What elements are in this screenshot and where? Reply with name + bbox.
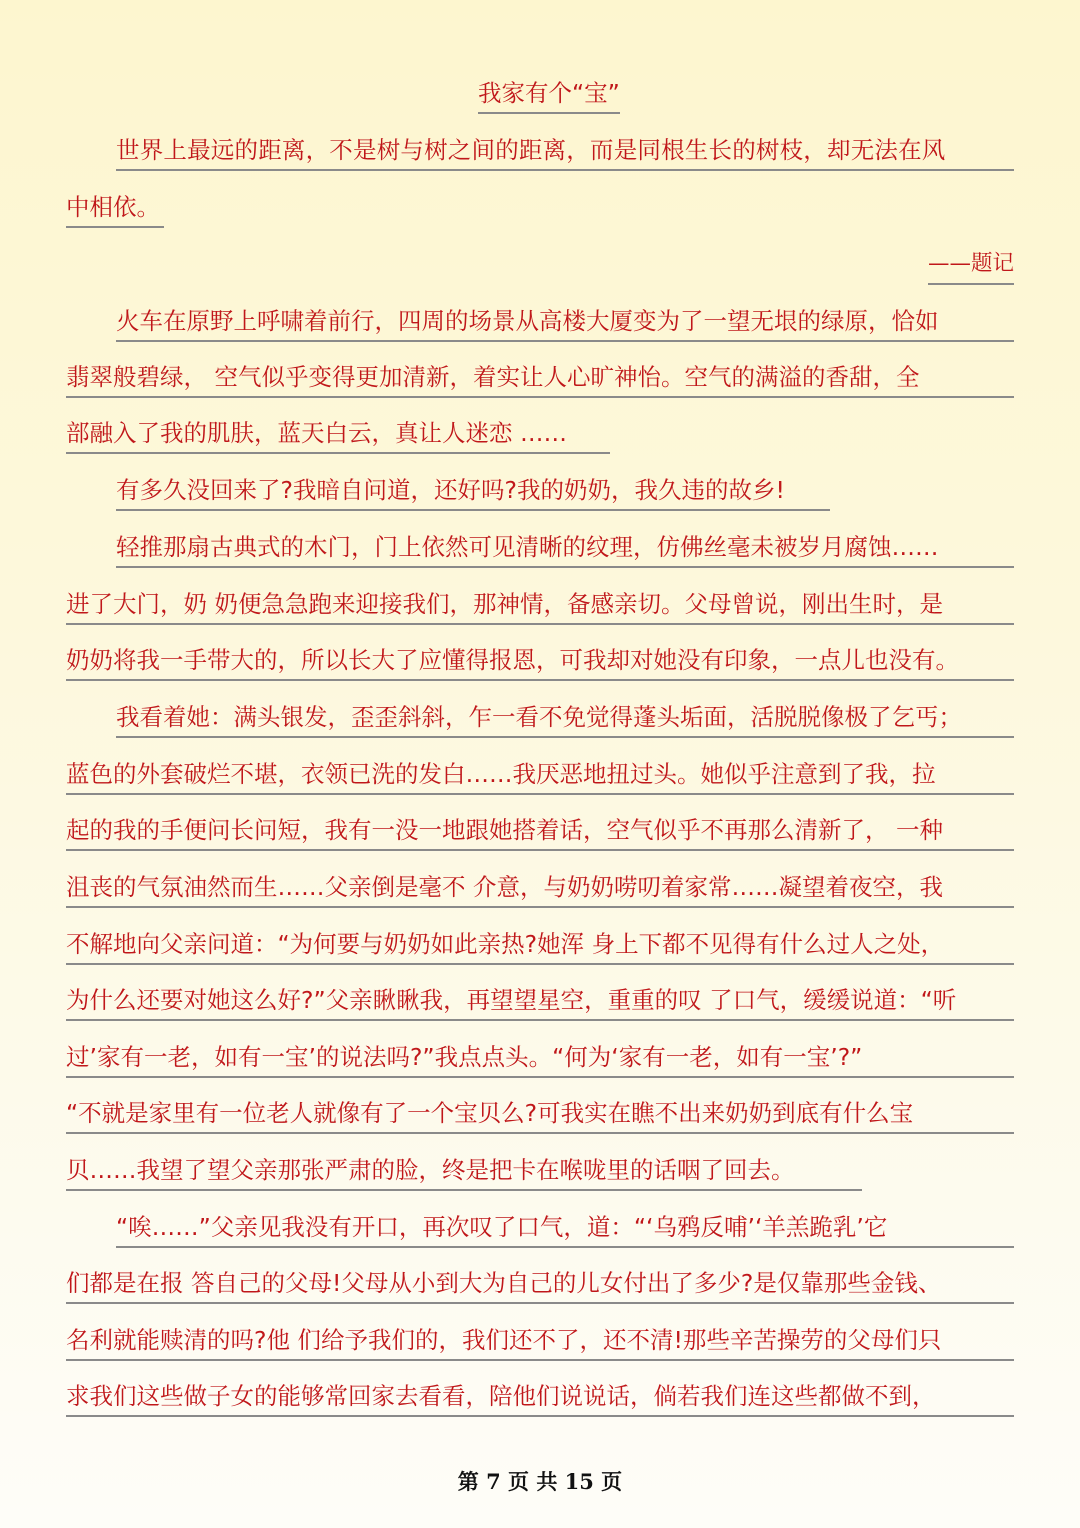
text-line: 中相依。 <box>66 192 164 228</box>
text-line: 奶奶将我一手带大的，所以长大了应懂得报恩，可我却对她没有印象，一点儿也没有。 <box>66 645 1014 681</box>
text-line: 翡翠般碧绿， 空气似乎变得更加清新，着实让人心旷神怡。空气的满溢的香甜，全 <box>66 362 1014 398</box>
text-line: “唉……”父亲见我没有开口，再次叹了口气，道：“‘乌鸦反哺’‘羊羔跪乳’它 <box>116 1212 1014 1248</box>
text-line: 求我们这些做子女的能够常回家去看看，陪他们说说话，倘若我们连这些都做不到， <box>66 1381 1014 1417</box>
text-line: 起的我的手便问长问短，我有一没一地跟她搭着话，空气似乎不再那么清新了， 一种 <box>66 815 1014 851</box>
text-line: “不就是家里有一位老人就像有了一个宝贝么?可我实在瞧不出来奶奶到底有什么宝 <box>66 1098 1014 1134</box>
text-line: 沮丧的气氛油然而生……父亲倒是毫不 介意，与奶奶唠叨着家常……凝望着夜空，我 <box>66 872 1014 908</box>
text-line: 火车在原野上呼啸着前行，四周的场景从高楼大厦变为了一望无垠的绿原，恰如 <box>116 306 1014 342</box>
text-line: 世界上最远的距离，不是树与树之间的距离，而是同根生长的树枝，却无法在风 <box>116 135 1014 171</box>
document-title: 我家有个“宝” <box>478 78 620 114</box>
text-line: 有多久没回来了?我暗自问道，还好吗?我的奶奶，我久违的故乡! <box>116 475 830 511</box>
text-line: 部融入了我的肌肤，蓝天白云，真让人迷恋 …… <box>66 418 610 454</box>
text-line: 名利就能赎清的吗?他 们给予我们的，我们还不了，还不清!那些辛苦操劳的父母们只 <box>66 1325 1014 1361</box>
text-line: 贝……我望了望父亲那张严肃的脸，终是把卡在喉咙里的话咽了回去。 <box>66 1155 862 1191</box>
text-line: 们都是在报 答自己的父母!父母从小到大为自己的儿女付出了多少?是仅靠那些金钱、 <box>66 1268 1014 1304</box>
epigraph-attribution: ——题记 <box>928 249 1014 285</box>
text-line: 蓝色的外套破烂不堪，衣领已洗的发白……我厌恶地扭过头。她似乎注意到了我，拉 <box>66 759 1014 795</box>
text-line: 过’家有一老，如有一宝’的说法吗?”我点点头。“何为‘家有一老，如有一宝’?” <box>66 1042 1014 1078</box>
text-line: 我看着她：满头银发，歪歪斜斜，乍一看不免觉得蓬头垢面，活脱脱像极了乞丐； <box>116 702 1014 738</box>
page-footer: 第 7 页 共 15 页 <box>457 1469 623 1494</box>
text-line: 为什么还要对她这么好?”父亲瞅瞅我，再望望星空，重重的叹 了口气，缓缓说道：“听 <box>66 985 1014 1021</box>
text-line: 轻推那扇古典式的木门，门上依然可见清晰的纹理，仿佛丝毫未被岁月腐蚀…… <box>116 532 1014 568</box>
text-line: 进了大门，奶 奶便急急跑来迎接我们，那神情，备感亲切。父母曾说，刚出生时，是 <box>66 589 1014 625</box>
text-line: 不解地向父亲问道：“为何要与奶奶如此亲热?她浑 身上下都不见得有什么过人之处， <box>66 929 1014 965</box>
